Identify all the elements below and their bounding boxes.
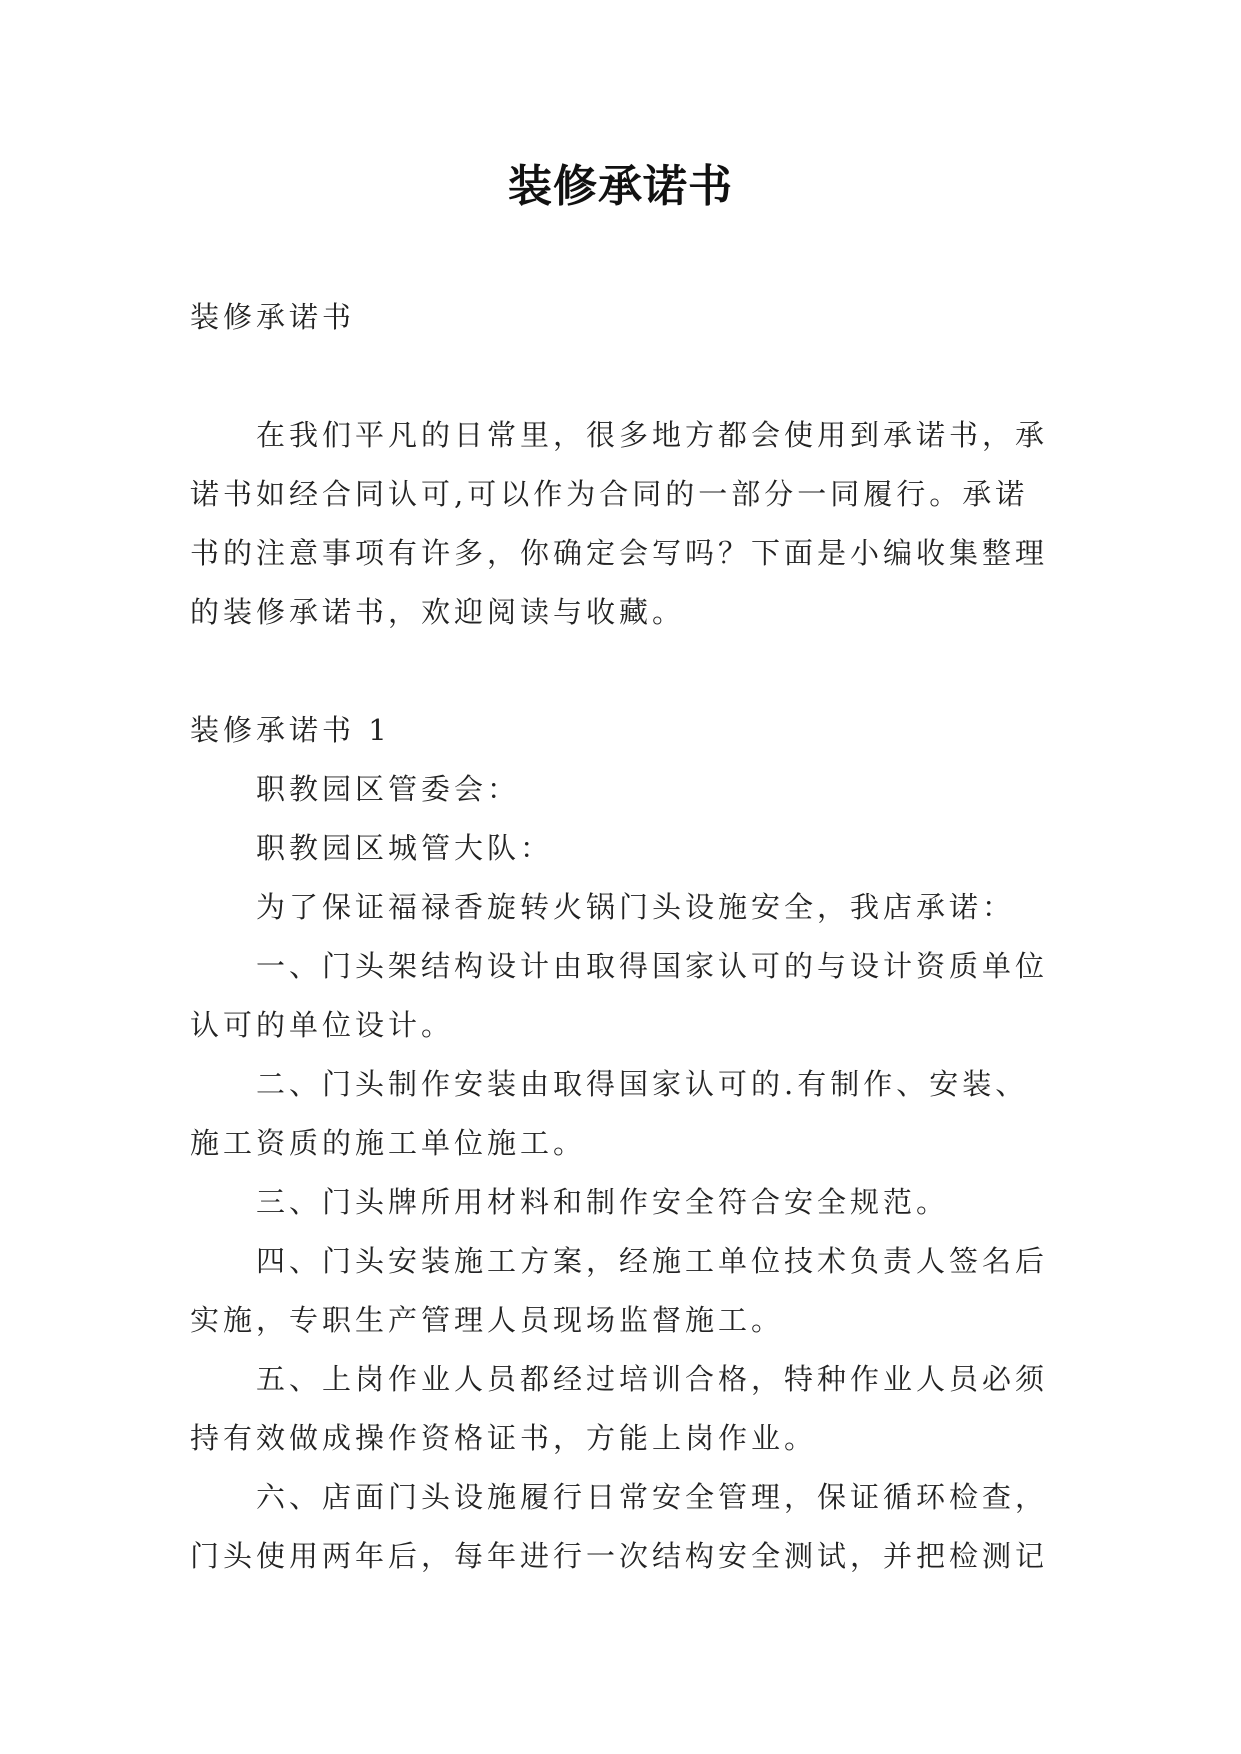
commitment-item: 三、门头牌所用材料和制作安全符合安全规范。: [256, 1185, 950, 1219]
intro-paragraph: 在我们平凡的日常里，很多地方都会使用到承诺书，承诺书如经合同认可,可以作为合同的一部分一同履行。承诺书的注意事项有许多，你确定会写吗？下面是小编收集整理的装修承诺书，欢迎阅读与收藏。: [190, 418, 1049, 629]
recipient-line: 职教园区城管大队：: [256, 831, 554, 865]
recipient-line: 职教园区管委会：: [256, 772, 521, 806]
commitment-item: 五、上岗作业人员都经过培训合格，特种作业人员必须持有效做成操作资格证书，方能上岗作业。: [190, 1362, 1049, 1455]
commitment-item: 六、店面门头设施履行日常安全管理，保证循环检查，门头使用两年后，每年进行一次结构安全测试，并把检测记: [190, 1480, 1049, 1573]
commitment-item: 四、门头安装施工方案，经施工单位技术负责人签名后实施，专职生产管理人员现场监督施工。: [190, 1244, 1049, 1337]
document-body: [190, 288, 1060, 1586]
document-subtitle: 装修承诺书: [190, 300, 356, 334]
section-heading: 装修承诺书 1: [190, 713, 391, 747]
commitment-item: 一、门头架结构设计由取得国家认可的与设计资质单位认可的单位设计。: [190, 949, 1049, 1042]
commitment-item: 二、门头制作安装由取得国家认可的.有制作、安装、施工资质的施工单位施工。: [190, 1067, 1029, 1160]
document-title: 装修承诺书: [508, 161, 733, 212]
opening-paragraph: 为了保证福禄香旋转火锅门头设施安全，我店承诺：: [256, 890, 1016, 924]
